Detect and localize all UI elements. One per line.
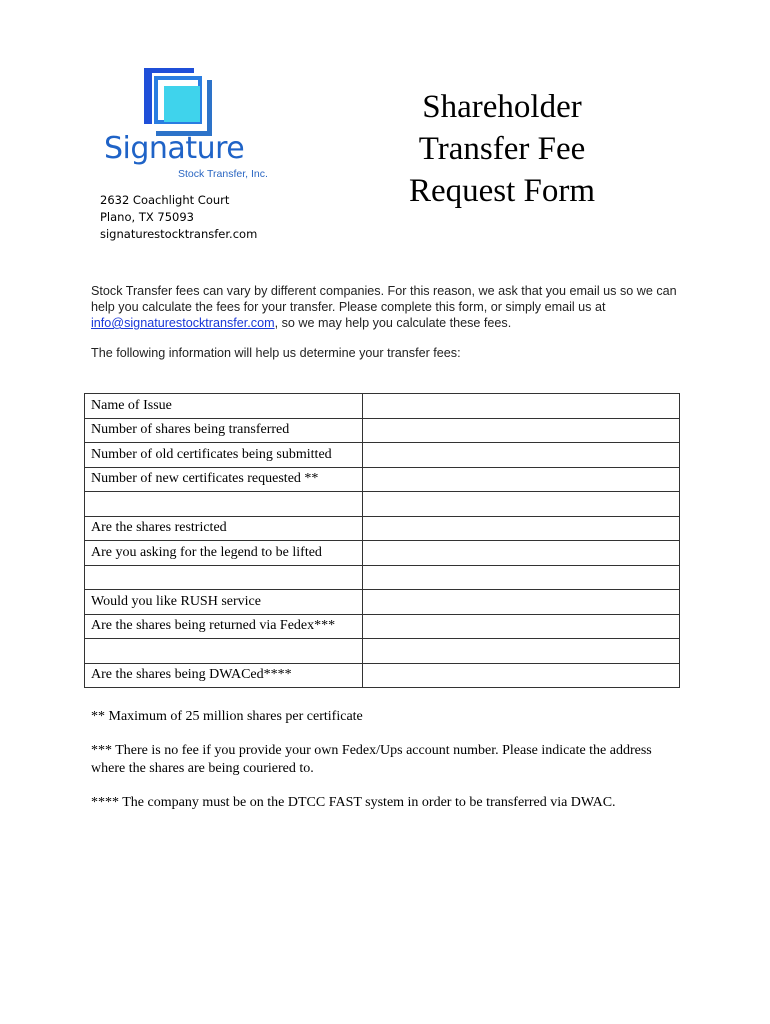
logo-tagline: Stock Transfer, Inc. [178, 168, 268, 180]
form-lead-text: The following information will help us determine your transfer fees: [91, 346, 461, 360]
question-cell: Number of old certificates being submitted [85, 443, 363, 468]
table-row [85, 614, 680, 639]
answer-cell[interactable] [362, 516, 679, 541]
answer-cell[interactable] [362, 663, 679, 688]
intro-text-after: , so we may help you calculate these fees. [274, 316, 512, 330]
table-row [85, 492, 680, 517]
answer-cell[interactable] [362, 492, 679, 517]
title-line-2: Transfer Fee [418, 131, 586, 167]
answer-cell[interactable] [362, 565, 679, 590]
page-title [382, 86, 622, 212]
table-row [85, 394, 680, 419]
title-line-3: Request Form [408, 173, 596, 209]
question-cell: Are the shares being returned via Fedex*** [85, 614, 363, 639]
question-cell: Are the shares restricted [85, 516, 363, 541]
question-cell [85, 639, 363, 664]
question-cell [85, 565, 363, 590]
transfer-info-table [84, 393, 680, 688]
footnote-dwac: **** The company must be on the DTCC FAST system in order to be transferred via DWAC. [91, 795, 616, 810]
footnote-max-shares: ** Maximum of 25 million shares per certificate [91, 709, 363, 724]
table-row [85, 467, 680, 492]
table-row [85, 541, 680, 566]
answer-cell[interactable] [362, 418, 679, 443]
table-row [85, 590, 680, 615]
company-address [100, 192, 257, 243]
address-website: signaturestocktransfer.com [100, 227, 258, 241]
answer-cell[interactable] [362, 394, 679, 419]
intro-text-before: Stock Transfer fees can vary by different companies. For this reason, we ask that you email us so we can help you calculate the fees for your transfer. Please complete this form, or simply email us at [91, 284, 677, 314]
table-row [85, 663, 680, 688]
table-row [85, 639, 680, 664]
intro-paragraph [91, 283, 681, 331]
logo-wordmark: Signature [104, 131, 245, 166]
answer-cell[interactable] [362, 467, 679, 492]
table-row [85, 443, 680, 468]
table-row [85, 418, 680, 443]
question-cell: Are the shares being DWACed**** [85, 663, 363, 688]
answer-cell[interactable] [362, 443, 679, 468]
footnote-fedex: *** There is no fee if you provide your own Fedex/Ups account number. Please indicate the address where the shares are being couriered to. [91, 743, 652, 776]
answer-cell[interactable] [362, 639, 679, 664]
question-cell: Are you asking for the legend to be lifted [85, 541, 363, 566]
question-cell: Number of shares being transferred [85, 418, 363, 443]
company-logo [100, 68, 268, 186]
question-cell: Name of Issue [85, 394, 363, 419]
table-row [85, 565, 680, 590]
footnotes [91, 708, 681, 828]
table-row [85, 516, 680, 541]
address-street: 2632 Coachlight Court [100, 193, 230, 207]
question-cell: Number of new certificates requested ** [85, 467, 363, 492]
email-link[interactable]: info@signaturestocktransfer.com [91, 316, 275, 330]
answer-cell[interactable] [362, 541, 679, 566]
question-cell [85, 492, 363, 517]
question-cell: Would you like RUSH service [85, 590, 363, 615]
answer-cell[interactable] [362, 590, 679, 615]
title-line-1: Shareholder [422, 89, 582, 125]
answer-cell[interactable] [362, 614, 679, 639]
address-city: Plano, TX 75093 [100, 210, 194, 224]
logo-squares-icon [144, 68, 214, 136]
